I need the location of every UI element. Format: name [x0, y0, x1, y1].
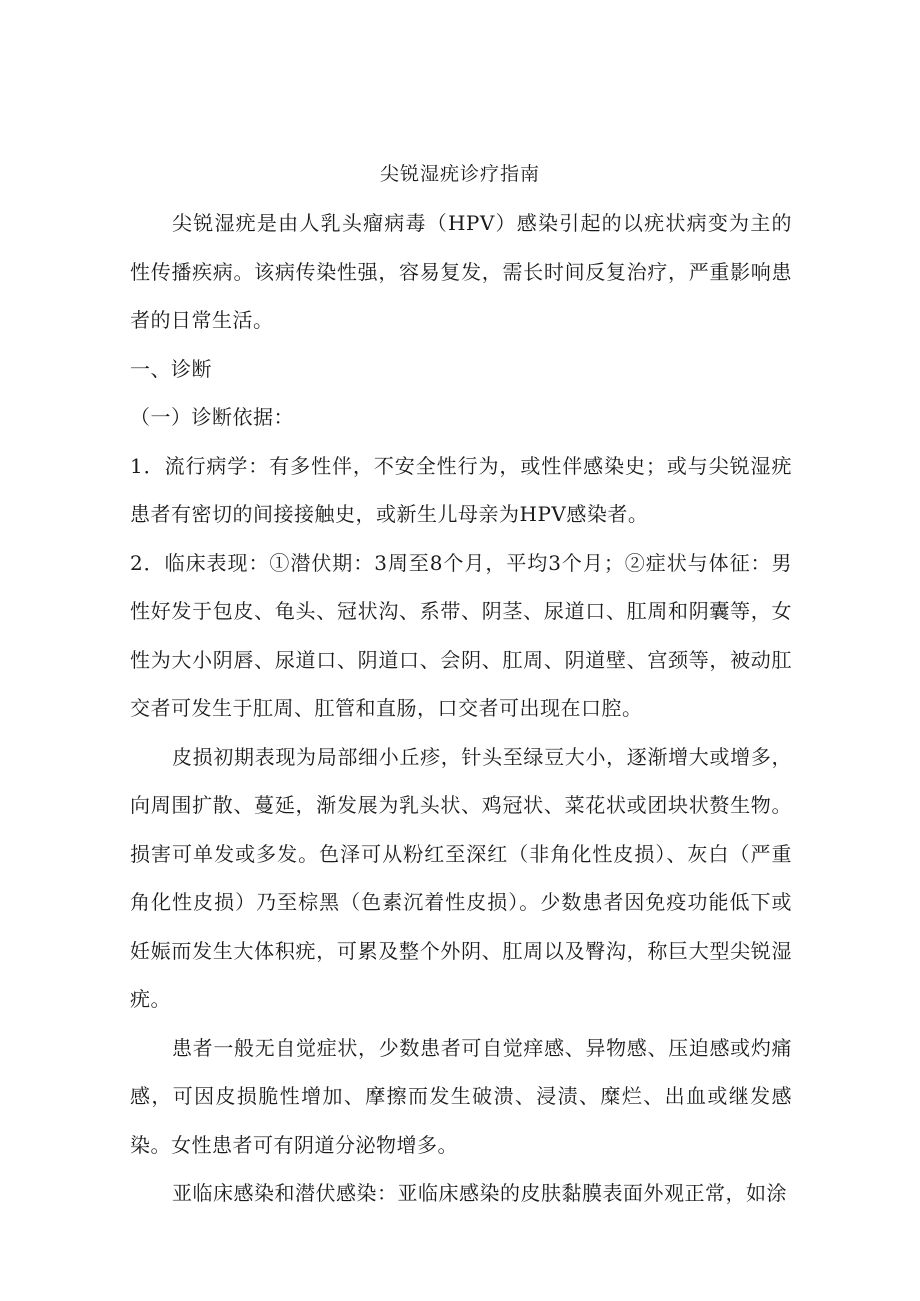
document-body: [130, 199, 792, 1218]
subheading-diagnostic-basis: （一）诊断依据：: [130, 405, 294, 429]
paragraph-intro: 尖锐湿疣是由人乳头瘤病毒（HPV）感染引起的以疣状病变为主的性传播疾病。该病传染性强，容易复发，需长时间反复治疗，严重影响患者的日常生活。: [130, 211, 792, 332]
paragraph-subclinical: 亚临床感染和潜伏感染：亚临床感染的皮肤黏膜表面外观正常，如涂: [172, 1181, 787, 1205]
document-title: 尖锐湿疣诊疗指南: [379, 163, 540, 185]
list-item-epidemiology: 1．流行病学：有多性伴，不安全性行为，或性伴感染史；或与尖锐湿疣患者有密切的间接接触史，或新生儿母亲为HPV感染者。: [130, 453, 792, 526]
heading-diagnosis: 一、诊断: [130, 356, 212, 381]
paragraph-lesion: 皮损初期表现为局部细小丘疹，针头至绿豆大小，逐渐增大或增多，向周围扩散、蔓延，渐发展为乳头状、鸡冠状、菜花状或团块状赘生物。损害可单发或多发。色泽可从粉红至深红（非角化性皮损）、灰白（严重角化性皮损）乃至棕黑（色素沉着性皮损）。少数患者因免疫功能低下或妊娠而发生大体积疣，可累及整个外阴、肛周以及臀沟，称巨大型尖锐湿疣。: [130, 744, 792, 1011]
list-item-clinical-manifestation: 2．临床表现：①潜伏期：3周至8个月，平均3个月；②症状与体征：男性好发于包皮、龟头、冠状沟、系带、阴茎、尿道口、肛周和阴囊等，女性为大小阴唇、尿道口、阴道口、会阴、肛周、阴道壁、宫颈等，被动肛交者可发生于肛周、肛管和直肠，口交者可出现在口腔。: [130, 550, 792, 720]
paragraph-symptoms: 患者一般无自觉症状，少数患者可自觉痒感、异物感、压迫感或灼痛感，可因皮损脆性增加、摩擦而发生破溃、浸渍、糜烂、出血或继发感染。女性患者可有阴道分泌物增多。: [130, 1035, 792, 1157]
